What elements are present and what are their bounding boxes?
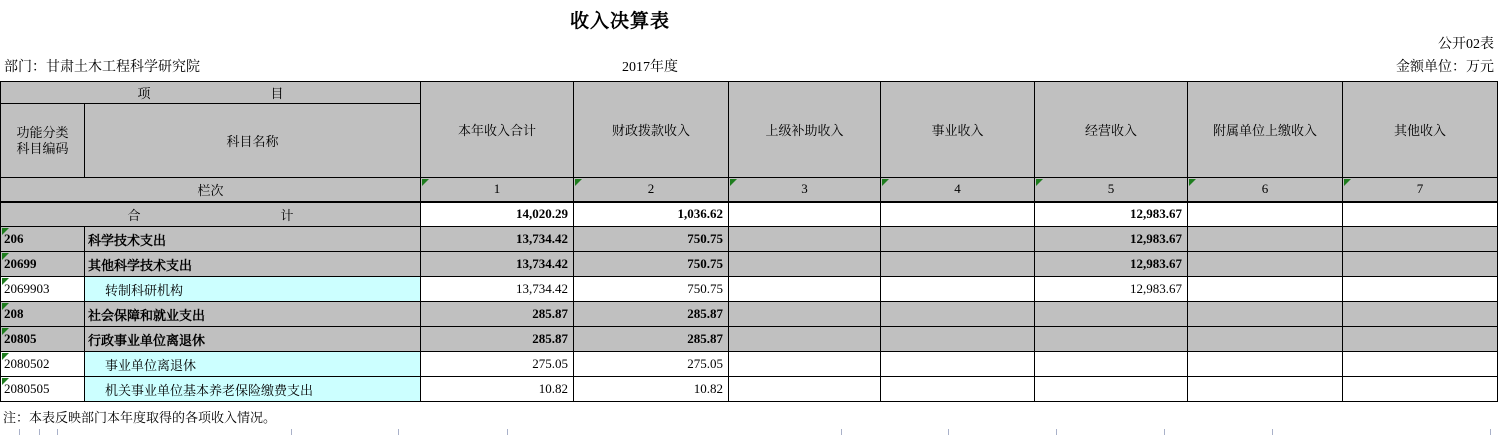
column-header-superior-subsidy: 上级补助收入 [729, 82, 881, 178]
column-header-business-income: 事业收入 [881, 82, 1035, 178]
cell-value: 285.87 [574, 327, 729, 352]
cell-value: 750.75 [574, 252, 729, 277]
cell-value [729, 202, 881, 227]
cell-value [1343, 252, 1498, 277]
cell-value: 285.87 [421, 327, 574, 352]
cell-value [1188, 252, 1343, 277]
cell-subject-name: 转制科研机构 [85, 277, 421, 302]
cell-value: 750.75 [574, 277, 729, 302]
cell-value [1343, 277, 1498, 302]
fiscal-year-label: 2017年度 [622, 60, 678, 75]
cell-code [1, 277, 85, 302]
error-flag-triangle-icon [422, 179, 429, 186]
cell-code [1, 302, 85, 327]
cell-subject-name: 社会保障和就业支出 [85, 302, 421, 327]
lane-number-cell [881, 178, 1035, 202]
total-label-char1: 合 [127, 207, 141, 223]
error-flag-triangle-icon [2, 278, 9, 285]
lane-number: 6 [1261, 181, 1269, 197]
lane-number-cell [1035, 178, 1188, 202]
cell-value [1343, 327, 1498, 352]
error-flag-triangle-icon [1189, 179, 1196, 186]
gridline-stub [1164, 429, 1165, 435]
department-label: 部门：甘肃土木工程科学研究院 [4, 60, 200, 75]
cell-code [1, 352, 85, 377]
gridline-stub [19, 429, 20, 435]
cell-value [729, 227, 881, 252]
gridline-stub [39, 429, 40, 435]
cell-value [1343, 302, 1498, 327]
gridline-stub [841, 429, 842, 435]
table-row-208 [1, 302, 1498, 327]
cell-value: 12,983.67 [1035, 202, 1188, 227]
lane-number: 1 [493, 181, 501, 197]
column-header-subsidiary-remittance: 附属单位上缴收入 [1188, 82, 1343, 178]
cell-subject-name: 行政事业单位离退休 [85, 327, 421, 352]
cell-value: 1,036.62 [574, 202, 729, 227]
project-header-cell [1, 82, 421, 104]
cell-subject-name: 其他科学技术支出 [85, 252, 421, 277]
lane-number: 7 [1416, 181, 1424, 197]
error-flag-triangle-icon [575, 179, 582, 186]
cell-value [1188, 277, 1343, 302]
error-flag-triangle-icon [2, 378, 9, 385]
gridline-stub [948, 429, 949, 435]
cell-value [881, 352, 1035, 377]
page-title: 收入决算表 [569, 11, 670, 32]
cell-value [1035, 327, 1188, 352]
header-row-project [1, 82, 1498, 104]
code-header-line1: 功能分类 [16, 124, 69, 140]
cell-value [881, 302, 1035, 327]
error-flag-triangle-icon [2, 303, 9, 310]
cell-value [1188, 227, 1343, 252]
cell-value: 750.75 [574, 227, 729, 252]
table-row-20805 [1, 327, 1498, 352]
cell-value: 285.87 [421, 302, 574, 327]
cell-value [1343, 352, 1498, 377]
cell-code [1, 377, 85, 402]
gridline-stub [57, 429, 58, 435]
error-flag-triangle-icon [2, 228, 9, 235]
lane-number-row [1, 178, 1498, 202]
cell-value [1343, 202, 1498, 227]
gridline-stub [291, 429, 292, 435]
cell-value [1343, 227, 1498, 252]
lane-number-cell [574, 178, 729, 202]
gridline-stub [507, 429, 508, 435]
cell-value [1188, 302, 1343, 327]
total-label-cell [1, 202, 421, 227]
table-row-2069903 [1, 277, 1498, 302]
total-label-char2: 计 [280, 207, 294, 223]
code-text: 2069903 [4, 281, 50, 296]
lane-number-cell [421, 178, 574, 202]
gridline-stub [1056, 429, 1057, 435]
cell-value: 10.82 [574, 377, 729, 402]
cell-subject-name: 机关事业单位基本养老保险缴费支出 [85, 377, 421, 402]
lane-number-cell [1343, 178, 1498, 202]
cell-value [881, 252, 1035, 277]
code-header-line2: 科目编码 [16, 140, 69, 156]
gridline-stub [1272, 429, 1273, 435]
cell-value [729, 302, 881, 327]
error-flag-triangle-icon [882, 179, 889, 186]
column-header-total-income: 本年收入合计 [421, 82, 574, 178]
cell-value [1035, 377, 1188, 402]
gridline-stub [1490, 429, 1491, 435]
cell-value [1188, 377, 1343, 402]
cell-code [1, 327, 85, 352]
code-text: 20805 [4, 331, 37, 346]
error-flag-triangle-icon [2, 353, 9, 360]
cell-value: 12,983.67 [1035, 277, 1188, 302]
cell-code [1, 227, 85, 252]
cell-value: 275.05 [421, 352, 574, 377]
cell-subject-name: 事业单位离退休 [85, 352, 421, 377]
table-row-2080502 [1, 352, 1498, 377]
cell-value [881, 227, 1035, 252]
income-final-accounts-table [0, 81, 1498, 402]
cell-value [1188, 202, 1343, 227]
cell-value [1188, 327, 1343, 352]
cell-value: 14,020.29 [421, 202, 574, 227]
lane-number: 5 [1107, 181, 1115, 197]
cell-value: 13,734.42 [421, 227, 574, 252]
cell-value: 13,734.42 [421, 252, 574, 277]
column-header-operating-income: 经营收入 [1035, 82, 1188, 178]
footnote: 注：本表反映部门本年度取得的各项收入情况。 [3, 410, 277, 425]
cell-value [729, 377, 881, 402]
error-flag-triangle-icon [2, 328, 9, 335]
code-header-cell [1, 104, 85, 178]
code-text: 2080505 [4, 381, 50, 396]
cell-value: 285.87 [574, 302, 729, 327]
cell-value: 12,983.67 [1035, 252, 1188, 277]
lane-number: 4 [954, 181, 961, 197]
cell-value [1343, 377, 1498, 402]
cell-value [729, 352, 881, 377]
column-header-fiscal-appropriation: 财政拨款收入 [574, 82, 729, 178]
sheet-number-label: 公开02表 [1438, 37, 1494, 52]
error-flag-triangle-icon [1344, 179, 1351, 186]
cell-value [729, 252, 881, 277]
gridline-stub [398, 429, 399, 435]
cell-value [729, 277, 881, 302]
error-flag-triangle-icon [2, 253, 9, 260]
cell-value: 13,734.42 [421, 277, 574, 302]
cell-value: 12,983.67 [1035, 227, 1188, 252]
lane-label-cell: 栏次 [1, 178, 421, 202]
amount-unit-label: 金额单位：万元 [1396, 60, 1494, 75]
column-header-other-income: 其他收入 [1343, 82, 1498, 178]
project-header-char1: 项 [137, 86, 151, 101]
subject-name-header-cell: 科目名称 [85, 104, 421, 178]
lane-number-cell [1188, 178, 1343, 202]
lane-number: 3 [801, 181, 808, 197]
project-header-char2: 目 [270, 86, 284, 101]
error-flag-triangle-icon [730, 179, 737, 186]
cell-value [881, 327, 1035, 352]
table-row-total [1, 202, 1498, 227]
lane-number-cell [729, 178, 881, 202]
table-row-206 [1, 227, 1498, 252]
cell-value [729, 327, 881, 352]
code-text: 206 [4, 231, 24, 246]
table-row-20699 [1, 252, 1498, 277]
cell-value [881, 277, 1035, 302]
cell-value [881, 202, 1035, 227]
cell-value [1035, 302, 1188, 327]
cell-value: 275.05 [574, 352, 729, 377]
cell-value [881, 377, 1035, 402]
code-text: 20699 [4, 256, 37, 271]
cell-value [1035, 352, 1188, 377]
cell-subject-name: 科学技术支出 [85, 227, 421, 252]
cell-value: 10.82 [421, 377, 574, 402]
table-row-2080505 [1, 377, 1498, 402]
cell-code [1, 252, 85, 277]
error-flag-triangle-icon [1036, 179, 1043, 186]
code-text: 208 [4, 306, 24, 321]
lane-number: 2 [647, 181, 655, 197]
code-text: 2080502 [4, 356, 50, 371]
cell-value [1188, 352, 1343, 377]
